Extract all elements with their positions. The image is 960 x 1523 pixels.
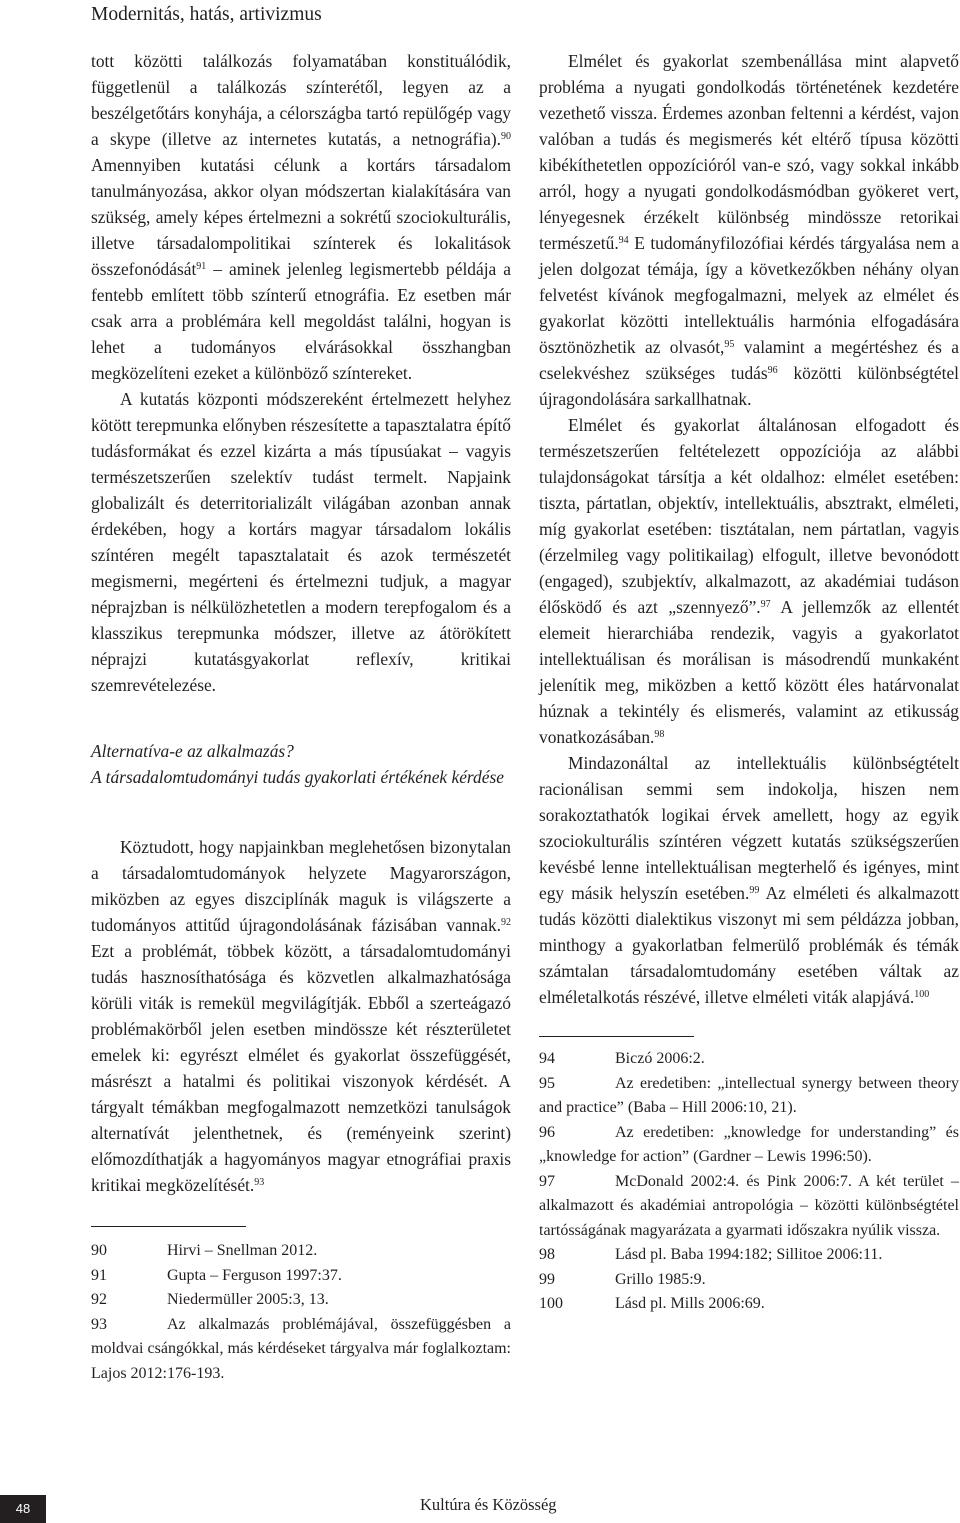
- footnote-text: Az eredetiben: „intellectual synergy between theory and practice” (Baba – Hill 2006:10, 21).: [539, 1074, 959, 1116]
- footnote: [91, 1288, 511, 1313]
- footnote-text: Grillo 1985:9.: [615, 1270, 706, 1288]
- footnote-text: Lásd pl. Baba 1994:182; Sillitoe 2006:11.: [615, 1246, 883, 1263]
- paragraph-text: tott közötti találkozás folyamatában konstituálódik, függetlenül a találkozás színterétől, legyen az a beszélgetőtárs konyhája, a célországba tartó repülőgép vagy a skype (illetve az internetes kutatás, a netnográfia).: [91, 51, 511, 149]
- paragraph-text: Az elméleti és alkalmazott tudás közötti dialektikus viszonyt mi sem példázza jobban, minthogy a gyakorlatban felmerülő problémák és témák számtalan társadalomtudomány esetében váltak az elméletalkotás részévé, illetve elméleti viták alapjává.: [539, 883, 959, 1007]
- footnote-number: 92: [91, 1291, 107, 1308]
- footnote-ref[interactable]: 95: [724, 339, 735, 350]
- footnote-ref[interactable]: 90: [501, 131, 511, 142]
- footnote-number: 96: [539, 1123, 555, 1141]
- footnote: [539, 1072, 959, 1121]
- footnote-ref[interactable]: 100: [914, 989, 930, 1000]
- footnote-ref[interactable]: 94: [618, 235, 629, 246]
- footnote: [91, 1264, 511, 1289]
- right-column: [539, 48, 959, 1317]
- footnote-ref[interactable]: 93: [254, 1177, 265, 1188]
- footnotes-left: [91, 1239, 511, 1386]
- paragraph-text: Mindazonáltal az intellektuális különbségtételt racionálisan semmi sem indokolja, hiszen nem sorakoztathatók logikai érvek amellett, hogy az egyik szociokulturális színtéren végzett kutatás szükségszerűen kevésbé lenne intellektuálisan megterhelő és igényes, mint egy másik helyszín esetében.: [539, 753, 959, 903]
- footnote-number: 90: [91, 1242, 107, 1259]
- paragraph-text: – aminek jelenleg legismertebb példája a fentebb említett több színterű etnográfia. Ez esetben már csak arra a problémára kell megoldást találni, hogyan is lehet a tudományos elvárásokkal összhangban megközelíteni ezeket a különböző színtereket.: [91, 259, 511, 383]
- left-column: [91, 48, 511, 1386]
- page-number-box: [0, 1495, 46, 1523]
- footnote: [539, 1170, 959, 1244]
- footnote-divider: [91, 1226, 246, 1227]
- section-heading-line: A társadalomtudományi tudás gyakorlati értékének kérdése: [91, 767, 504, 787]
- footnote: [539, 1047, 959, 1072]
- footnote-text: Az eredetiben: „knowledge for understanding” és „knowledge for action” (Gardner – Lewis 1996:50).: [539, 1123, 959, 1165]
- footnote-number: 100: [539, 1295, 563, 1312]
- footnote: [539, 1121, 959, 1170]
- paragraph: [539, 412, 959, 750]
- paragraph-text: valamint a megértéshez és a cselekvéshez szükséges tudás: [539, 337, 959, 383]
- section-heading: [91, 738, 511, 790]
- paragraph-text: A jellemzők az ellentét elemeit hierarchiába rendezik, vagyis a gyakorlatot intellektuálisan és morálisan is másodrendű munkaként jelenítik meg, miközben a kettő között éles határvonalat húznak a tekintély és elismerés, valamint az etikusság vonatkozásában.: [539, 597, 959, 747]
- footnote-number: 93: [91, 1315, 107, 1333]
- paragraph-text: E tudományfilozófiai kérdés tárgyalása nem a jelen dolgozat témája, így a következőkben néhány olyan felvetést kívánok megfogalmazni, melyek az elmélet és gyakorlat közötti intellektuális harmónia elfogadására ösztönözhetik az olvasót,: [539, 233, 959, 357]
- footnote-text: Lásd pl. Mills 2006:69.: [615, 1295, 765, 1312]
- paragraph-text: Elmélet és gyakorlat általánosan elfogadott és természetszerűen feltételezett oppozíciója az alábbi tulajdonságokat társítja a két oldalhoz: elmélet esetében: tiszta, pártatlan, objektív, intellektuális, absztrakt, elméleti, míg gyakorlat esetében: tisztátalan, nem pártatlan, vagyis (érzelmileg vagy politikailag) elfogult, illetve bevonódott (engaged), szubjektív, alkalmazott, az akadémiai tudáson élősködő és azt „szennyező”.: [539, 415, 959, 617]
- footnote-text: McDonald 2002:4. és Pink 2006:7. A két terület – alkalmazott és akadémiai antropológia – közötti különbségtétel tartósságának magyarázata a gyarmati időszakra nyúlik vissza.: [539, 1172, 959, 1239]
- footnote: [91, 1239, 511, 1264]
- footnote-number: 99: [539, 1270, 555, 1288]
- footnote-text: Hirvi – Snellman 2012.: [167, 1242, 318, 1259]
- paragraph: [91, 834, 511, 1198]
- footnote-text: Niedermüller 2005:3, 13.: [167, 1291, 329, 1308]
- paragraph-text: Köztudott, hogy napjainkban meglehetősen bizonytalan a társadalomtudományok helyzete Magyarországon, miközben az egyes diszciplínák maguk is világszerte a tudományos attitűd újragondolásának fázisában vannak.: [91, 837, 511, 935]
- footnotes-right: [539, 1047, 959, 1317]
- journal-name: Kultúra és Közösség: [420, 1495, 557, 1514]
- section-heading-line: Alternatíva-e az alkalmazás?: [91, 741, 294, 761]
- paragraph-text: Amennyiben kutatási célunk a kortárs társadalom tanulmányozása, akkor olyan módszertan kialakítására van szükség, amely képes értelmezni a sokrétű szociokulturális, illetve társadalompolitikai színterek és lokalitások összefonódását: [91, 155, 511, 279]
- footnote-number: 98: [539, 1246, 555, 1263]
- footnote-ref[interactable]: 97: [760, 599, 771, 610]
- paragraph: [539, 750, 959, 1010]
- footnote-ref[interactable]: 96: [767, 365, 778, 376]
- paragraph-text: Elmélet és gyakorlat szembenállása mint alapvető probléma a nyugati gondolkodás történetének kezdetére vezethető vissza. Érdemes azonban feltenni a kérdést, vajon valóban a tudás és megismerés két eltérő típusa közötti kibékíthetetlen oppozícióról van-e szó, vagy sokkal inkább arról, hogy a nyugati gondolkodásmódban gyökeret vert, lényegesnek érzékelt különbség mindössze retorikai természetű.: [539, 51, 959, 253]
- footnote-ref[interactable]: 98: [654, 729, 665, 740]
- paragraph-text: közötti különbségtétel újragondolására sarkallhatnak.: [539, 363, 960, 409]
- footnote-number: 95: [539, 1074, 555, 1092]
- paragraph-text: Ezt a problémát, többek között, a társadalomtudományi tudás hasznosíthatósága és közvetlen alkalmazhatósága körüli viták is remekül megvilágítják. Ebből a szerteágazó problémakörből jelen esetben mindössze két részterületet emelek ki: egyrészt elmélet és gyakorlat összefüggését, másrészt a hatalmi és politikai viszonyok kérdését. A tárgyalt témákban megfogalmazott nemzetközi tanulságok alternatívát jelenthetnek, és (reményeink szerint) előmozdíthatják a hagyományos magyar etnográfiai praxis kritikai megközelítését.: [91, 941, 511, 1195]
- footnote-divider: [539, 1036, 694, 1037]
- footnote-text: Biczó 2006:2.: [615, 1050, 705, 1067]
- footnote: [539, 1292, 959, 1317]
- paragraph: [539, 48, 959, 412]
- footnote-text: Az alkalmazás problémájával, összefüggésben a moldvai csángókkal, más kérdéseket tárgyalva már foglalkoztam: Lajos 2012:176-193.: [91, 1315, 511, 1382]
- footnote-number: 94: [539, 1050, 555, 1067]
- footnote-number: 91: [91, 1266, 107, 1284]
- footnote: [91, 1313, 511, 1387]
- footnote: [539, 1243, 959, 1268]
- paragraph: A kutatás központi módszereként értelmezett helyhez kötött terepmunka előnyben részesítette a tapasztalatra építő tudásformákat és ezzel kizárta a más típusúakat – vagyis természetszerűen szelektív tudást termelt. Napjaink globalizált és deterritorializált világában azonban annak érdekében, hogy a kortárs magyar társadalom lokális színtéren megélt tapasztalatait és azok természetét megismerni, megérteni és értelmezni tudjuk, a magyar néprajzban is nélkülözhetetlen a modern terepfogalom és a klasszikus terepmunka módszer, illetve az átörökített néprajzi kutatásgyakorlat reflexív, kritikai szemrevételezése.: [91, 389, 511, 695]
- footnote-ref[interactable]: 99: [749, 885, 760, 896]
- footnote-number: 97: [539, 1172, 555, 1190]
- footnote-ref[interactable]: 91: [196, 261, 207, 272]
- footnote-text: Gupta – Ferguson 1997:37.: [167, 1266, 342, 1284]
- running-head: Modernitás, hatás, artivizmus: [91, 4, 322, 25]
- footnote-ref[interactable]: 92: [501, 917, 511, 928]
- paragraph: [91, 48, 511, 386]
- page-number: 48: [15, 1501, 31, 1516]
- footnote: [539, 1268, 959, 1293]
